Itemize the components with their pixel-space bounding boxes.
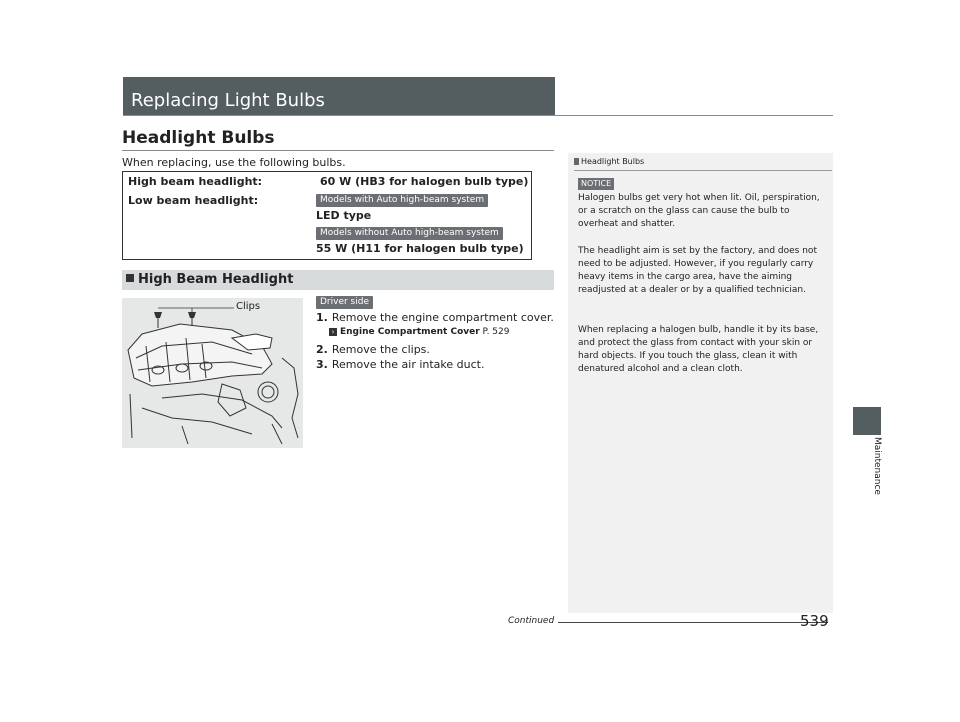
engine-bay-illustration [122, 298, 303, 448]
high-beam-value: 60 W (HB3 for halogen bulb type) [320, 175, 529, 188]
step-3-number: 3. [316, 358, 328, 371]
high-beam-label: High beam headlight: [128, 175, 263, 188]
xref-title: Engine Compartment Cover [340, 327, 480, 337]
note-marker-icon [574, 158, 579, 165]
low-beam-value: 55 W (H11 for halogen bulb type) [316, 242, 524, 255]
step-1-text: Remove the engine compartment cover. [331, 311, 554, 324]
section-heading: Headlight Bulbs [122, 128, 275, 148]
section-marker-icon [126, 274, 134, 282]
step-2 [316, 343, 430, 357]
title-divider [123, 115, 833, 116]
step-3 [316, 358, 484, 372]
intro-text: When replacing, use the following bulbs. [122, 156, 346, 169]
section-divider [122, 150, 554, 151]
driver-side-tag: Driver side [316, 296, 373, 309]
notice-badge: NOTICE [578, 178, 614, 190]
side-note-paragraph-1: Halogen bulbs get very hot when lit. Oil, perspiration, or a scratch on the glass can cause the bulb to overheat and shatter. [578, 193, 820, 229]
subsection-title-text: High Beam Headlight [138, 272, 294, 287]
chapter-tab-label: Maintenance [872, 437, 882, 495]
xref-page: P. 529 [482, 327, 510, 337]
auto-high-beam-tag: Models with Auto high-beam system [316, 194, 488, 207]
side-note-title-text: Headlight Bulbs [581, 157, 645, 166]
step-1-number: 1. [316, 311, 328, 324]
low-beam-label: Low beam headlight: [128, 194, 259, 207]
led-type-label: LED type [316, 209, 372, 222]
step-2-number: 2. [316, 343, 328, 356]
step-3-text: Remove the air intake duct. [331, 358, 485, 371]
engine-bay-drawing [122, 298, 303, 448]
chapter-tab[interactable] [853, 407, 881, 435]
step-2-text: Remove the clips. [331, 343, 430, 356]
footer-divider [558, 622, 828, 623]
step-1 [316, 311, 554, 325]
subsection-title [126, 272, 293, 288]
no-auto-high-beam-tag: Models without Auto high-beam system [316, 227, 503, 240]
continued-label: Continued [508, 616, 555, 626]
side-note-paragraph-2: The headlight aim is set by the factory, and does not need to be adjusted. However, if you regularly carry heavy items in the cargo area, have the aiming readjusted at a dealer or by a qualified technician. [578, 246, 817, 295]
cross-reference-link[interactable] [329, 327, 509, 337]
side-note-title [574, 157, 644, 166]
page-title: Replacing Light Bulbs [131, 90, 325, 111]
side-note-divider [574, 170, 832, 171]
clips-callout-label: Clips [236, 301, 261, 312]
reference-arrow-icon: › [329, 328, 337, 336]
page-number: 539 [800, 612, 829, 630]
side-note-paragraph-3: When replacing a halogen bulb, handle it by its base, and protect the glass from contact with your skin or hard objects. If you touch the glass, clean it with denatured alcohol and a clean cloth. [578, 325, 819, 374]
